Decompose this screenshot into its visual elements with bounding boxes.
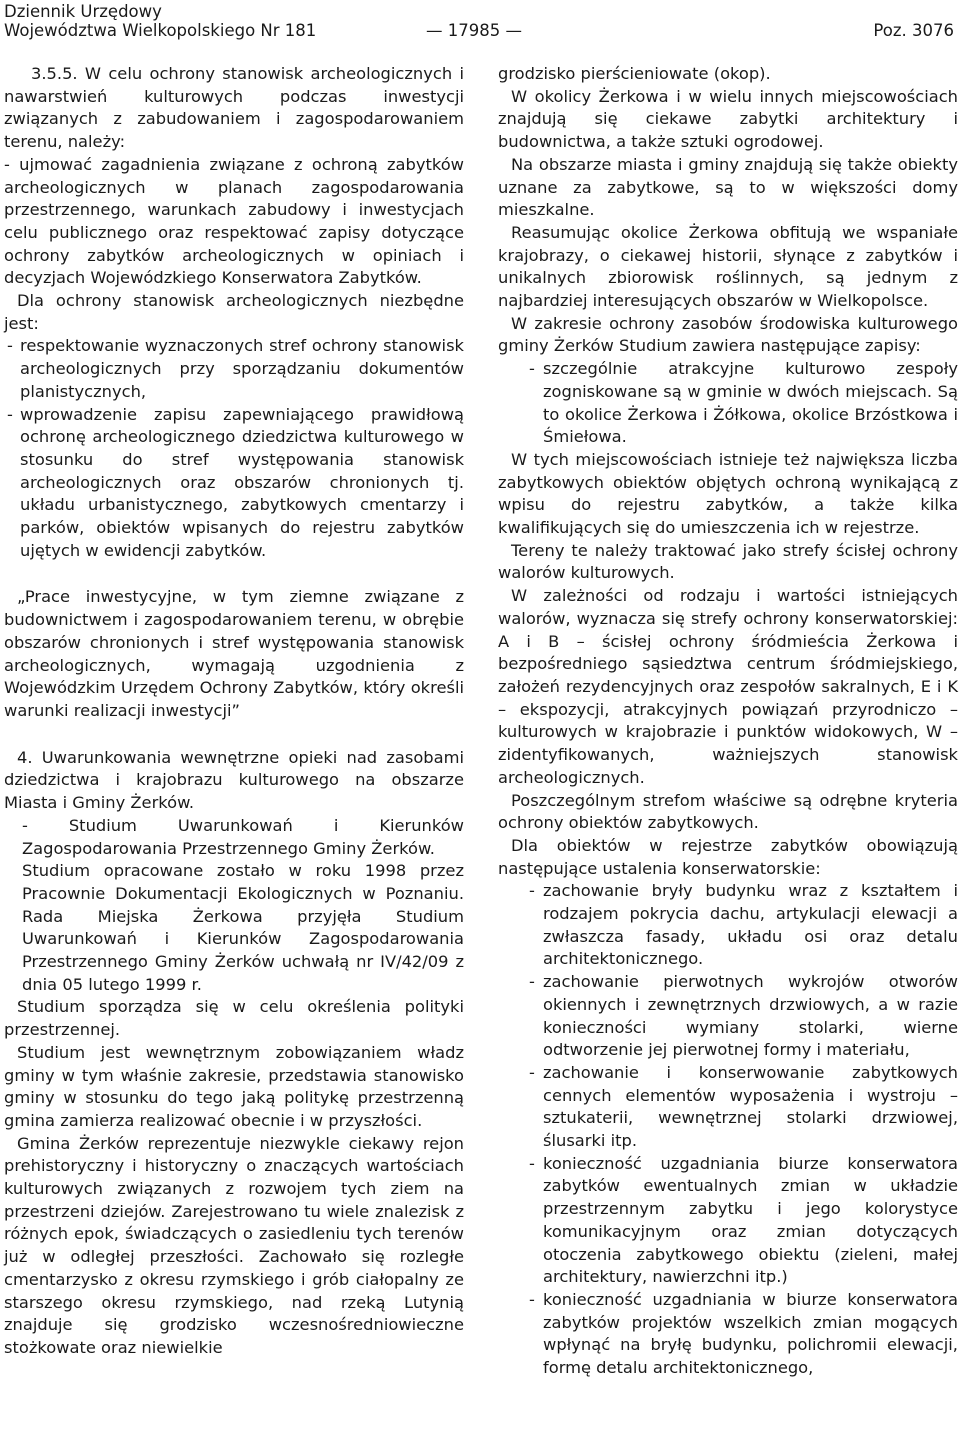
section-heading: 4. Uwarunkowania wewnętrzne opieki nad zasobami dziedzictwa i krajobrazu kulturowego na obszarze Miasta i Gminy Żerków.: [4, 747, 464, 813]
list-item: - konieczność uzgadniania w biurze konserwatora zabytków projektów wszelkich zmian mogących wpłynąć na bryłę budynku, polichromii elewacji, formę detalu architektonicznego,: [498, 1289, 958, 1380]
paragraph: Na obszarze miasta i gminy znajdują się także obiekty uznane za zabytkowe, są to w większości domy mieszkalne.: [498, 154, 958, 220]
paragraph: W tych miejscowościach istnieje też największa liczba zabytkowych obiektów objętych ochroną wynikającą z wpisu do rejestru zabytków, a także kilka kwalifikujących się do umieszczenia ich w rejestrze.: [498, 449, 958, 538]
right-column: [498, 63, 958, 1380]
list-item: - ujmować zagadnienia związane z ochroną zabytków archeologicznych w planach zagospodarowania przestrzennego, warunkach zabudowy i inwestycjach celu publicznego oraz respektować zapisy dotyczące ochrony zabytków archeologicznych w opiniach i decyzjach Wojewódzkiego Konserwatora Zabytków.: [4, 154, 464, 288]
position-number: Poz. 3076: [873, 21, 954, 40]
paragraph: Studium sporządza się w celu określenia polityki przestrzennej.: [4, 997, 464, 1040]
paragraph: Reasumując okolice Żerkowa obfitują we wspaniałe krajobrazy, o ciekawej historii, słynące z zabytków i unikalnych zbiorowisk roślinnych, są jednym z najbardziej interesujących obszarów w Wielkopolsce.: [498, 222, 958, 311]
page-header: [0, 0, 960, 46]
paragraph: Gmina Żerków reprezentuje niezwykle ciekawy rejon prehistoryczny i historyczny o znaczących wartościach kulturowych związanych z rozwojem tych ziem na przestrzeni dziejów. Zarejestrowano tu wiele znalezisk z różnych epok, świadczących o zasiedleniu tych terenów już w odległej przeszłości. Zachowało się rozległe cmentarzysko z okresu rzymskiego i grób ciałopalny ze starszego okresu rzymskiego, nad rzeką Lutynią znajduje się grodzisko wczesnośredniowieczne stożkowate oraz niewielkie: [4, 1133, 464, 1357]
list-item: - zachowanie pierwotnych wykrojów otworów okiennych i zewnętrznych drzwiowych, a w razie konieczności wymiany stolarki, wierne odtworzenie jej pierwotnej formy i materiału,: [498, 971, 958, 1062]
paragraph: Dla ochrony stanowisk archeologicznych niezbędne jest:: [4, 291, 464, 333]
list-item: - respektowanie wyznaczonych stref ochrony stanowisk archeologicznych przy sporządzaniu dokumentów planistycznych,: [4, 335, 464, 403]
paragraph: Dla obiektów w rejestrze zabytków obowiązują następujące ustalenia konserwatorskie:: [498, 835, 958, 878]
paragraph: W zakresie ochrony zasobów środowiska kulturowego gminy Żerków Studium zawiera następujące zapisy:: [498, 313, 958, 356]
left-column: [4, 63, 464, 1360]
list-item: - zachowanie bryły budynku wraz z kształtem i rodzajem pokrycia dachu, artykulacji elewacji a zwłaszcza fasady, układu osi oraz detalu architektonicznego.: [498, 880, 958, 971]
list-item: - wprowadzenie zapisu zapewniającego prawidłową ochronę archeologicznego dziedzictwa kulturowego w stosunku do stref występowania stanowisk archeologicznych oraz obszarów chronionych tj. układu urbanistycznego, zabytkowych cmentarzy i parków, obiektów wpisanych do rejestru zabytków ujętych w ewidencji zabytków.: [4, 404, 464, 563]
list-item: - szczególnie atrakcyjne kulturowo zespoły zogniskowane są w gminie w dwóch miejscach. Są to okolice Żerkowa i Żółkowa, okolice Brzóstkowa i Śmiełowa.: [498, 358, 958, 449]
paragraph: W zależności od rodzaju i wartości istniejących walorów, wyznacza się strefy ochrony konserwatorskiej: A i B – ścisłej ochrony śródmieścia Żerkowa i bezpośredniego sąsiedztwa centrum śródmiejskiego, założeń rezydencyjnych oraz zespołów sakralnych, E i K – ekspozycji, atrakcyjnych powiązań przyrodniczo – kulturowych w krajobrazie i punktów widokowych, W – zidentyfikowanych, ważniejszych stanowisk archeologicznych.: [498, 586, 958, 787]
quote-paragraph: „Prace inwestycyjne, w tym ziemne związane z budownictwem i zagospodarowaniem terenu, w obrębie obszarów chronionych i stref występowania stanowisk archeologicznych, wymagają uzgodnienia z Wojewódzkim Urzędem Ochrony Zabytków, który określi warunki realizacji inwestycji”: [4, 587, 464, 720]
paragraph: Tereny te należy traktować jako strefy ścisłej ochrony walorów kulturowych.: [498, 540, 958, 583]
paragraph: Studium jest wewnętrznym zobowiązaniem władz gminy w tym właśnie zakresie, przedstawia stanowisko gminy w stosunku do tego jaką politykę przestrzenną gmina zamierza realizować obecnie i w przyszłości.: [4, 1042, 464, 1130]
paragraph: W okolicy Żerkowa i w wielu innych miejscowościach znajdują się ciekawe zabytki architektury i budownictwa, a także sztuki ogrodowej.: [498, 86, 958, 152]
list-item: - Studium Uwarunkowań i Kierunków Zagospodarowania Przestrzennego Gminy Żerków.: [22, 815, 464, 858]
paragraph: grodzisko pierścieniowate (okop).: [498, 64, 771, 83]
paragraph: 3.5.5. W celu ochrony stanowisk archeologicznych i nawarstwień kulturowych podczas inwestycji związanych z zabudowaniem i zagospodarowaniem terenu, należy:: [4, 64, 464, 152]
list-item: - zachowanie i konserwowanie zabytkowych cennych elementów wyposażenia i wystroju – sztukaterii, wewnętrznej stolarki drzwiowej, ślusarki itp.: [498, 1062, 958, 1153]
list-item: - konieczność uzgadniania biurze konserwatora zabytków ewentualnych zmian w układzie przestrzennym zabytku i jego kolorystyce komunikacyjnym oraz zmian dotyczących otoczenia zabytkowego obiektu (zieleni, małej architektury, nawierzchni itp.): [498, 1153, 958, 1289]
paragraph: Poszczególnym strefom właściwe są odrębne kryteria ochrony obiektów zabytkowych.: [498, 790, 958, 833]
journal-subtitle: Województwa Wielkopolskiego Nr 181: [4, 21, 317, 40]
page-number: — 17985 —: [426, 21, 522, 40]
list-item-continuation: Studium opracowane zostało w roku 1998 przez Pracownie Dokumentacji Ekologicznych w Poznaniu. Rada Miejska Żerkowa przyjęła Studium Uwarunkowań i Kierunków Zagospodarowania Przestrzennego Gminy Żerków uchwałą nr IV/42/09 z dnia 05 lutego 1999 r.: [22, 861, 464, 994]
journal-title: Dziennik Urzędowy: [4, 2, 162, 21]
